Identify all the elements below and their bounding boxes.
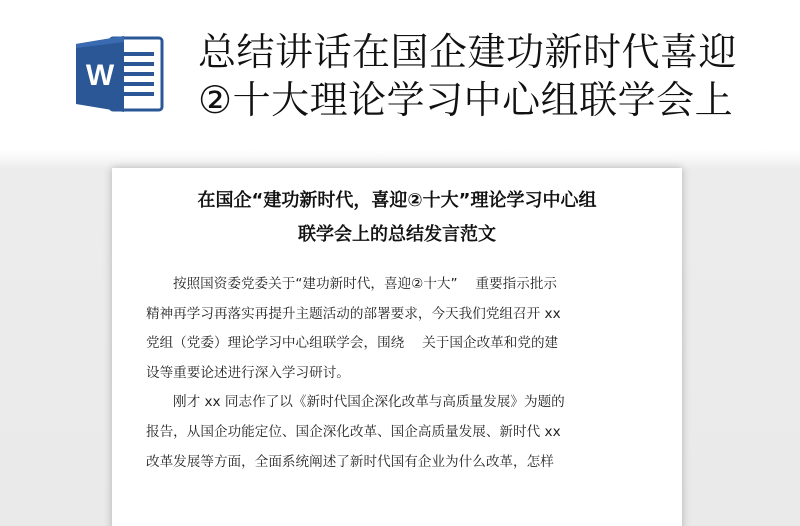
- document-title: [142, 184, 652, 252]
- paragraph-1-line-4: 设等重要论述进行深入学习研讨。: [146, 364, 350, 381]
- word-document-icon: [74, 32, 166, 116]
- paragraph-1-line-3: 党组（党委）理论学习中心组联学会，围绕 关于国企改革和党的建: [146, 335, 559, 352]
- paragraph-2-line-1: 刚才 xx 同志作了以《新时代国企深化改革与高质量发展》为题的: [173, 394, 565, 411]
- word-icon-letter: W: [85, 59, 115, 92]
- document-title-line-2: 联学会上的总结发言范文: [298, 224, 496, 245]
- page-heading: [198, 28, 788, 124]
- paragraph-2-line-2: 报告，从国企功能定位、国企深化改革、国企高质量发展、新时代 xx: [146, 423, 561, 440]
- paragraph-1-line-1: 按照国资委党委关于“建功新时代，喜迎②十大” 重要指示批示: [173, 276, 558, 292]
- heading-line-2: ②十大理论学习中心组联学会上: [198, 78, 734, 122]
- heading-line-1: 总结讲话在国企建功新时代喜迎: [198, 30, 738, 74]
- document-title-line-1: 在国企“建功新时代，喜迎②十大”理论学习中心组: [197, 190, 597, 211]
- paragraph-1-line-2: 精神再学习再落实再提升主题活动的部署要求，今天我们党组召开 xx: [146, 305, 561, 322]
- document-page: [112, 168, 682, 526]
- document-body: [146, 270, 646, 477]
- paragraph-2-line-3: 改革发展等方面，全面系统阐述了新时代国有企业为什么改革，怎样: [146, 453, 554, 470]
